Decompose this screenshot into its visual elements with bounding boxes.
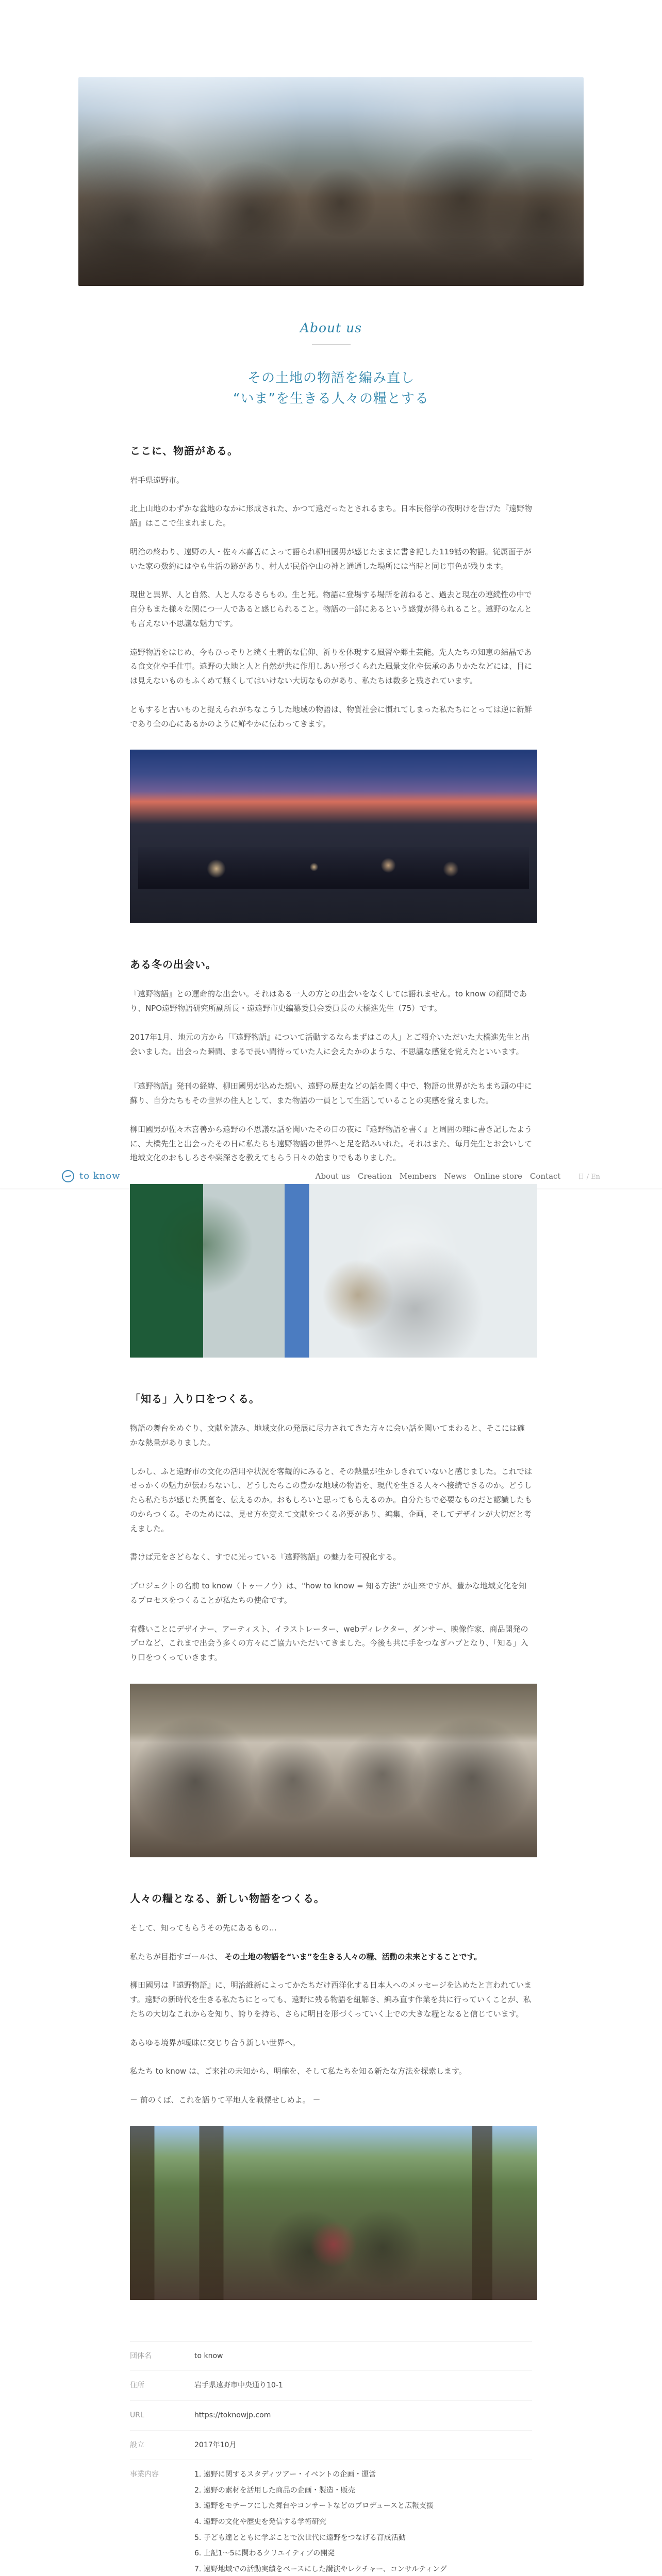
section-title-entry: 「知る」入り口をつくる。 bbox=[130, 1393, 260, 1405]
info-row-organization bbox=[130, 2342, 532, 2371]
business-item-6: 6. 上記1～5に関わるクリエイティブの開発 bbox=[194, 2549, 335, 2558]
nav-contact[interactable]: Contact bbox=[529, 1171, 561, 1181]
section-new-story bbox=[130, 1890, 532, 2300]
story-paragraph-5: 遠野物語をはじめ、今もひっそりと続く土着的な信仰、祈りを体現する風習や郷土芸能。先人たちの知恵の結晶である食文化や手仕事。遠野の大地と人と自然が共に作用しあい形づくられた風景文化や伝承のありかたなどには、目には見えないものもふくめて無くしてはいけない大切なものがあり、私たちは数多と残されています。 bbox=[130, 647, 533, 686]
info-label-url: URL bbox=[130, 2411, 144, 2420]
info-row-established bbox=[130, 2431, 532, 2461]
new-story-paragraph-4: あらゆる境界が曖昧に交じり合う新しい世界へ。 bbox=[130, 2038, 301, 2047]
business-item-1: 1. 遠野に関するスタディツアー・イベントの企画・運営 bbox=[194, 2470, 376, 2479]
story-paragraph-3: 明治の終わり、遠野の人・佐々木喜善によって語られ柳田國男が感じたままに書き記した119話の物語。従属面子がいた家の数約にはやも生活の跡があり、村人が民俗や山の神と通通した場所には当時と同じ事色が残ります。 bbox=[130, 547, 532, 571]
story-paragraph-2: 北上山地のわずかな盆地のなかに形成された、かつて遠だったとされるまち。日本民俗学の夜明けを告げた『遠野物語』はここで生まれました。 bbox=[130, 504, 533, 528]
info-row-url bbox=[130, 2401, 532, 2431]
nav-news[interactable]: News bbox=[444, 1171, 467, 1181]
winter-paragraph-2: 2017年1月、地元の方から「『遠野物語』について活動するならまずはこの人」とご紹介いただいた大橋進先生と出会いました。出会った瞬間、まるで長い間待っていた人に会えたかのような、不思議な感覚を覚えたといいます。 bbox=[130, 1032, 529, 1056]
section-title-story: ここに、物語がある。 bbox=[130, 444, 238, 457]
nav-online-store[interactable]: Online store bbox=[474, 1171, 522, 1181]
hero-photo bbox=[78, 77, 584, 286]
info-value-url[interactable]: https://toknowjp.com bbox=[194, 2411, 271, 2420]
entry-paragraph-2: しかし、ふと遠野市の文化の活用や状況を客観的にみると、その熱量が生かしきれていないと感じました。これではせっかくの魅力が伝わらないし、どうしたらこの豊かな地域の物語を、現代を生きる人々へ接続できるのか。どうしたら私たちが感じた興奮を、伝えるのか。おもしろいと思ってもらえるのか。自分たちで必要なものだと認識したものからつくる。そのためには、見せ方を変えて文献をつくる必要があり、編集、企画、そしてデザインが大切だと考えました。 bbox=[130, 1466, 533, 1533]
language-switcher[interactable]: 日 / En bbox=[577, 1173, 600, 1181]
organization-info-table bbox=[130, 2341, 532, 2576]
info-label-established: 設立 bbox=[130, 2441, 144, 2449]
section-title-winter: ある冬の出会い。 bbox=[130, 958, 217, 971]
winter-paragraph-3: 『遠野物語』発刊の経緯、柳田國男が込めた想い、遠野の歴史などの話を聞く中で、物語の世界がたちまち頭の中に蘇り、自分たちもその世界の住人として、また物語の一員として生活していることの実感を覚えました。 bbox=[130, 1081, 532, 1106]
business-item-7: 7. 遠野地域での活動実績をベースにした講演やレクチャー、コンサルティング bbox=[194, 2565, 447, 2573]
story-paragraph-6: ともすると古いものと捉えられがちなこうした地域の物語は、物質社会に慣れてしまった私たちにとっては逆に新鮮であり全の心にあるかのように鮮やかに伝わってきます。 bbox=[130, 704, 532, 728]
info-row-address bbox=[130, 2371, 532, 2401]
info-label-organization: 団体名 bbox=[130, 2351, 152, 2360]
nav-about-us[interactable]: About us bbox=[315, 1171, 350, 1181]
info-value-address: 岩手県遠野市中央通り10-1 bbox=[194, 2381, 283, 2390]
info-value-established: 2017年10月 bbox=[194, 2441, 237, 2449]
entry-paragraph-3: 書けば元をさどらなく、すでに光っている『遠野物語』の魅力を可視化する。 bbox=[130, 1552, 401, 1562]
nav-members[interactable]: Members bbox=[399, 1171, 437, 1181]
business-item-5: 5. 子ども達とともに学ぶことで次世代に遠野をつなげる育成活動 bbox=[194, 2533, 406, 2542]
logo-icon bbox=[62, 1170, 74, 1182]
business-item-4: 4. 遠野の文化や歴史を発信する学術研究 bbox=[194, 2518, 326, 2526]
section-story bbox=[130, 443, 532, 924]
info-label-business: 事業内容 bbox=[130, 2470, 159, 2479]
new-story-paragraph-1: そして、知ってもらうその先にあるもの… bbox=[130, 1923, 277, 1933]
hero-headline: その土地の物語を編み直し “いま”を生きる人々の糧とする bbox=[233, 370, 429, 407]
business-list bbox=[194, 2468, 532, 2576]
new-story-paragraph-5: 私たち to know は、ご来社の未知から、明確を、そして私たちを知る新たな方法を探索します。 bbox=[130, 2066, 467, 2076]
nav-creation[interactable]: Creation bbox=[357, 1171, 392, 1181]
section-entry bbox=[130, 1391, 532, 1857]
forest-tour-photo bbox=[130, 2126, 537, 2300]
new-story-paragraph-2 bbox=[130, 1950, 532, 1964]
entry-paragraph-4: プロジェクトの名前 to know（トゥーノウ）は、"how to know = 知る方法" が由来ですが、豊かな地域文化を知るプロセスをつくることが私たちの使命です。 bbox=[130, 1581, 527, 1605]
info-label-address: 住所 bbox=[130, 2381, 144, 2390]
story-paragraph-4: 現世と異界、人と自然、人と人なるさらもの。生と死。物語に登場する場所を訪ねると、過去と現在の連続性の中で自分もまた様々な関につ一人であると感じられること。物語の一部にあるという感覚が得られること。遠野のなんとも言えない不思議な魅力です。 bbox=[130, 590, 532, 628]
about-content bbox=[130, 443, 532, 1059]
new-story-paragraph-3: 柳田國男は『遠野物語』に、明治維新によってかたちだけ西洋化する日本人へのメッセージを込めたと言われています。遠野の新時代を生きる私たちにとっても、遠野に残る物語を紐解き、編み直す作業を共に行っていくことが、私たちの大切なこれからを知り、誇りを持ち、さらに明日を形づくっていく上での大きな糧となると信じています。 bbox=[130, 1980, 532, 2019]
new-story-paragraph-6: － 前のくば、これを語りて平地人を戦慄せしめよ。 － bbox=[130, 2095, 321, 2105]
about-kicker: About us bbox=[300, 320, 362, 335]
teacher-photo bbox=[130, 1184, 537, 1358]
top-navigation bbox=[316, 1171, 600, 1181]
info-row-business bbox=[130, 2460, 532, 2576]
winter-paragraph-4: 柳田國男が佐々木喜善から遠野の不思議な話を聞いたその日の夜に『遠野物語を書く』と周囲の理に書き記したように、大橋先生と出会ったその日に私たちも遠野物語の世界へと足を踏みいれた。それはまた、毎月先生とお会いして地域文化のおもしろさや楽深さを教えてもらう日々の始まりでもありました。 bbox=[130, 1124, 533, 1163]
info-value-organization: to know bbox=[194, 2351, 223, 2360]
winter-paragraph-1: 『遠野物語』との運命的な出会い。それはある一人の方との出会いをなくしては語れません。to know の顧問であり、NPO遠野物語研究所副所長・遠遠野市史編纂委員会委員長の大橋進先生（75）です。 bbox=[130, 989, 527, 1013]
entry-paragraph-1: 物語の舞台をめぐり、文献を読み、地域文化の発展に尽力されてきた方々に会い話を聞いてまわると、そこには確かな熱量がありました。 bbox=[130, 1423, 525, 1447]
header-logo[interactable] bbox=[62, 1170, 121, 1182]
about-content-continued bbox=[130, 1079, 532, 2576]
business-item-2: 2. 遠野の素材を活用した商品の企画・製造・販売 bbox=[194, 2486, 355, 2495]
business-item-3: 3. 遠野をモチーフにした舞台やコンサートなどのプロデュースと広報支援 bbox=[194, 2502, 434, 2511]
logo-text: to know bbox=[79, 1171, 121, 1181]
workshop-photo bbox=[130, 1684, 537, 1857]
section-winter bbox=[130, 956, 532, 1059]
new-story-goal-strong: その土地の物語を“いま”を生きる人々の糧、活動の未来とすることです。 bbox=[224, 1952, 482, 1961]
new-story-goal-prefix: 私たちが目指すゴールは、 bbox=[130, 1952, 222, 1961]
about-page bbox=[0, 77, 662, 2576]
info-value-business bbox=[194, 2468, 532, 2576]
kicker-divider bbox=[312, 344, 351, 345]
entry-paragraph-5: 有難いことにデザイナー、アーティスト、イラストレーター、webディレクター、ダンサー、映像作家、商品開発のプロなど、これまで出会う多くの方々にご協力いただいてきました。今後も共に手をつなぎハブとなり、「知る」入り口をつくっていきます。 bbox=[130, 1624, 528, 1663]
night-landscape-image bbox=[130, 750, 537, 923]
section-title-new-story: 人々の糧となる、新しい物語をつくる。 bbox=[130, 1892, 325, 1905]
story-paragraph-1: 岩手県遠野市。 bbox=[130, 475, 185, 485]
